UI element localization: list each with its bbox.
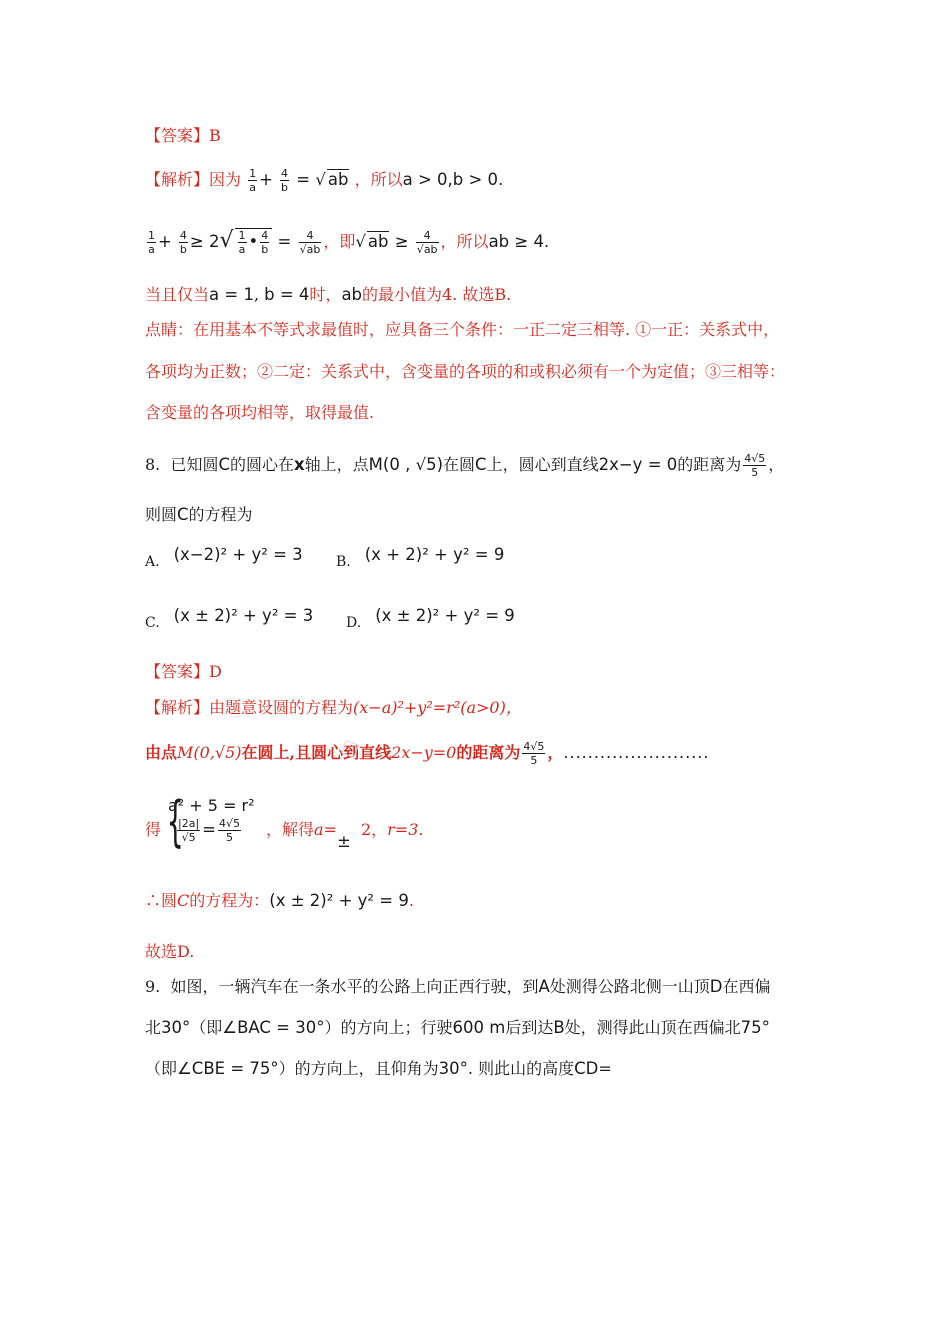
- text: 在圆: [443, 455, 476, 474]
- text: ）的方向上，且仰角为: [278, 1059, 439, 1078]
- math: M(0 , √5): [368, 455, 444, 474]
- option-c[interactable]: C. (x ± 2)² + y² = 3: [145, 606, 314, 631]
- question-9-line-1: [145, 977, 771, 997]
- fraction: $\frac{4}{√ab}$: [299, 229, 321, 256]
- question-8-line-1: [145, 452, 784, 479]
- fraction: $\frac{4√5}{5}$: [523, 740, 545, 767]
- text: 上，圆心到直线: [486, 455, 599, 474]
- text: 则圆: [145, 505, 178, 524]
- math: 75°: [740, 1018, 770, 1037]
- text: 当且仅当: [145, 285, 210, 304]
- question-number: 9.: [145, 977, 161, 996]
- text: 北: [145, 1018, 162, 1037]
- math: D: [709, 977, 723, 996]
- text: 已知圆: [170, 455, 219, 474]
- system-eq-2: $\frac{|2a|}{√5}$ = $\frac{4√5}{5}$: [178, 817, 240, 844]
- math: ∠BAC = 30°: [222, 1018, 325, 1037]
- note-line-3: 含变量的各项均相等，取得最值.: [145, 403, 375, 422]
- math: 30°: [438, 1059, 468, 1078]
- text: 的方程为：: [189, 891, 270, 910]
- text: （即: [190, 1018, 223, 1037]
- solution-7-line-2: $\frac{1}{a}$ + $\frac{4}{b}$ ≥ 2√ $\frac{1}{a}$ • $\frac{4}{b}$ = $\frac{4}{√ab}$ ，即√ ab ≥ $\frac{4}{√ab}$ ，所以ab ≥ 4.: [148, 228, 550, 256]
- text: . 则此山的高度: [467, 1059, 575, 1078]
- result: ab ≥ 4: [488, 232, 544, 251]
- text: 由题意设圆的方程为: [209, 698, 354, 717]
- fraction: $\frac{1}{a}$: [148, 229, 155, 256]
- note-line-2: 各项均为正数；②二定：关系式中，含变量的各项的和或积必须有一个为定值；③三相等：: [145, 362, 786, 381]
- math: b = 4: [264, 285, 310, 304]
- text: .: [498, 170, 504, 189]
- question-number: 8.: [145, 455, 161, 474]
- brace: {: [166, 790, 184, 853]
- fraction: $\frac{4}{√ab}$: [416, 229, 438, 256]
- math: x: [294, 455, 305, 474]
- text: 因为: [209, 170, 242, 189]
- text: 在圆上,且圆心到直线: [241, 743, 392, 762]
- math: C: [177, 505, 189, 524]
- math: a=: [314, 820, 337, 839]
- note-line-1: 点睛：在用基本不等式求最值时，应具备三个条件：一正二定三相等. ①一正：关系式中，: [145, 320, 780, 339]
- text: 的最小值为4. 故选B.: [362, 285, 512, 304]
- fraction: $\frac{4}{b}$: [281, 167, 289, 194]
- equation-1: $\frac{1}{a}$ + $\frac{4}{b}$ = √ ab: [249, 167, 349, 194]
- math: C: [177, 891, 190, 910]
- text: （即: [145, 1059, 178, 1078]
- option-b[interactable]: B. (x + 2)² + y² = 9: [336, 545, 505, 570]
- text: ，解得: [266, 820, 315, 839]
- text: 的圆心在: [229, 455, 294, 474]
- question-9-line-3: [145, 1059, 612, 1079]
- text: =: [598, 1059, 612, 1078]
- solution-7-line-3: 当且仅当a = 1, b = 4时，ab的最小值为4. 故选B.: [145, 285, 512, 304]
- text: ）的方向上；行驶: [324, 1018, 453, 1037]
- dots: ........................: [563, 743, 710, 762]
- fraction: $\frac{4}{b}$: [179, 229, 187, 256]
- math: ab: [341, 285, 363, 304]
- math: C: [475, 455, 487, 474]
- text: 的方程为: [188, 505, 253, 524]
- math: a = 1: [209, 285, 254, 304]
- math: 600 m: [452, 1018, 506, 1037]
- math: A: [538, 977, 550, 996]
- math: B: [553, 1018, 565, 1037]
- math: (x ± 2)² + y² = 9: [269, 891, 409, 910]
- plus-minus: ±: [336, 832, 351, 851]
- math: 2x−y = 0: [598, 455, 678, 474]
- text: ∴圆: [145, 891, 178, 910]
- solution-8-line-1: [145, 698, 522, 718]
- math: ∠CBE = 75°: [177, 1059, 279, 1078]
- solution-8-de: 得: [145, 820, 162, 839]
- option-d[interactable]: D. (x ± 2)² + y² = 9: [346, 606, 515, 631]
- question-8-line-2: [145, 505, 253, 525]
- text: .: [543, 232, 550, 251]
- text: 如图，一辆汽车在一条水平的公路上向正西行驶，到: [170, 977, 539, 996]
- option-a[interactable]: A. (x−2)² + y² = 3: [145, 545, 303, 570]
- text: 处，测得此山顶在西偏北: [564, 1018, 741, 1037]
- condition: a > 0,b > 0: [402, 170, 499, 189]
- fraction: $\frac{4√5}{5}$: [744, 452, 766, 479]
- answer-label: 【答案】: [145, 662, 210, 681]
- answer-7: [145, 126, 221, 146]
- text: 2，: [360, 820, 388, 839]
- math: C: [218, 455, 230, 474]
- text: 的距离为: [677, 455, 742, 474]
- fraction: $\frac{1}{a}$: [249, 167, 257, 194]
- text: ，: [768, 455, 785, 474]
- text: .: [408, 891, 414, 910]
- solution-label: 【解析】: [145, 698, 210, 717]
- solution-7-line-1: [145, 167, 503, 194]
- math: 30°: [161, 1018, 191, 1037]
- system-eq-1: a² + 5 = r²: [168, 796, 255, 815]
- math: M(0,√5): [177, 743, 242, 762]
- text: ，即: [323, 232, 356, 251]
- text: 轴上，点: [304, 455, 369, 474]
- solution-label: 【解析】: [145, 170, 210, 189]
- answer-value: B: [209, 126, 221, 145]
- text: ≥ 2: [189, 232, 220, 251]
- solution-8-result: [266, 820, 424, 851]
- math: 2x−y=0: [391, 743, 457, 762]
- text: 的距离为: [456, 743, 521, 762]
- solution-8-conclusion: 故选D.: [145, 942, 195, 961]
- text: 后到达: [505, 1018, 554, 1037]
- text: 处测得公路北侧一山顶: [549, 977, 710, 996]
- text: ，所以: [440, 232, 489, 251]
- answer-value: D: [209, 662, 222, 681]
- math: (x−a)²+y²=r²(a>0)，: [353, 698, 522, 717]
- solution-8-therefore: [145, 891, 414, 911]
- math: r=3.: [387, 820, 424, 839]
- text: 时，: [309, 285, 342, 304]
- solution-8-line-2: [145, 740, 709, 767]
- question-9-line-2: [145, 1018, 770, 1038]
- text: ，: [547, 743, 564, 762]
- text: ，所以: [354, 170, 403, 189]
- answer-8: [145, 662, 222, 682]
- text: 由点: [145, 743, 178, 762]
- answer-label: 【答案】: [145, 126, 210, 145]
- math: CD: [574, 1059, 599, 1078]
- text: 在西偏: [722, 977, 771, 996]
